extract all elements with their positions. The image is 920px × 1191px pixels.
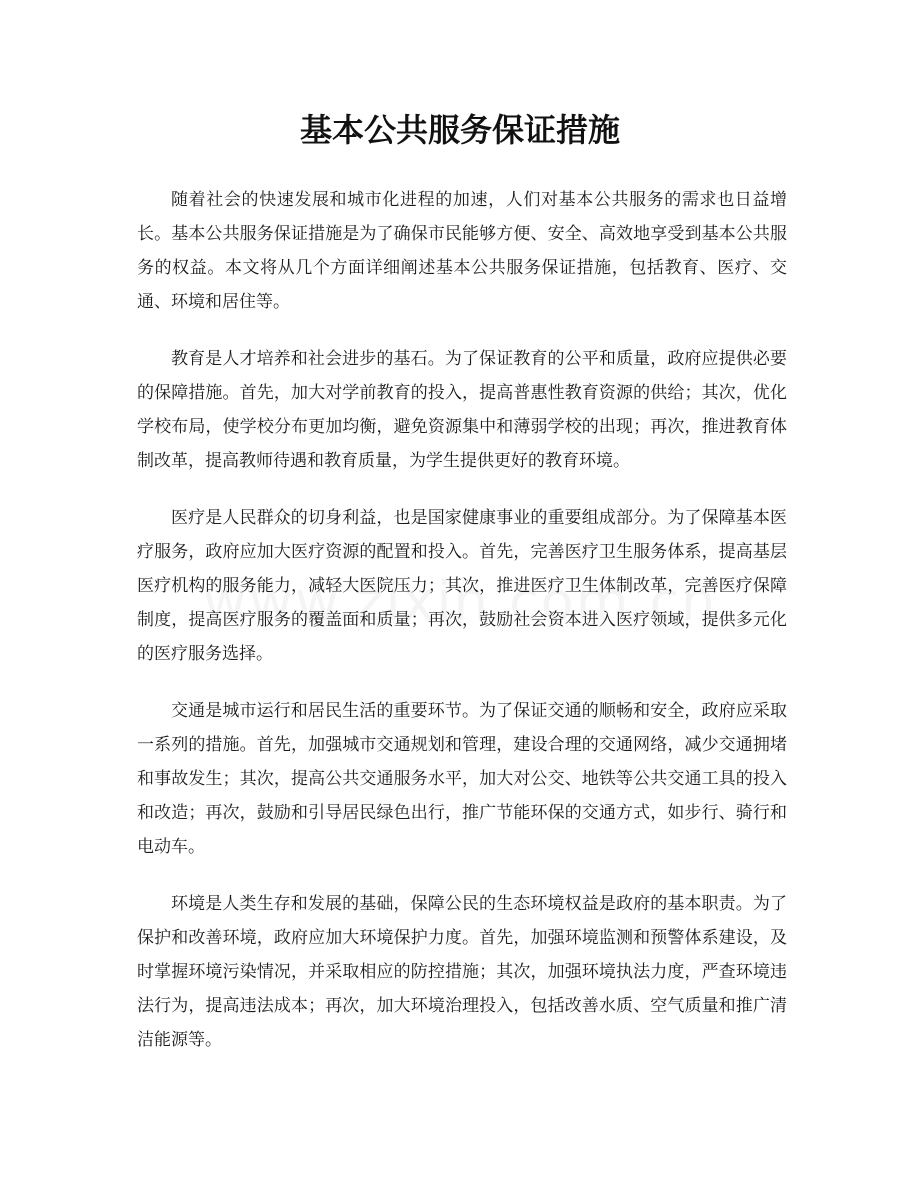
document-body	[137, 183, 787, 1080]
document-title: 基本公共服务保证措施	[299, 111, 620, 149]
paragraph-intro: 随着社会的快速发展和城市化进程的加速，人们对基本公共服务的需求也日益增长。基本公共服务保证措施是为了确保市民能够方便、安全、高效地享受到基本公共服务的权益。本文将从几个方面详细阐述基本公共服务保证措施，包括教育、医疗、交通、环境和居住等。	[137, 190, 787, 312]
paragraph-environment: 环境是人类生存和发展的基础，保障公民的生态环境权益是政府的基本职责。为了保护和改善环境，政府应加大环境保护力度。首先，加强环境监测和预警体系建设，及时掌握环境污染情况，并采取相应的防控措施；其次，加强环境执法力度，严查环境违法行为，提高违法成本；再次，加大环境治理投入，包括改善水质、空气质量和推广清洁能源等。	[137, 894, 787, 1050]
paragraph-medical: 医疗是人民群众的切身利益，也是国家健康事业的重要组成部分。为了保障基本医疗服务，政府应加大医疗资源的配置和投入。首先，完善医疗卫生服务体系，提高基层医疗机构的服务能力，减轻大医院压力；其次，推进医疗卫生体制改革，完善医疗保障制度，提高医疗服务的覆盖面和质量；再次，鼓励社会资本进入医疗领域，提供多元化的医疗服务选择。	[137, 508, 787, 664]
paragraph-transport: 交通是城市运行和居民生活的重要环节。为了保证交通的顺畅和安全，政府应采取一系列的措施。首先，加强城市交通规划和管理，建设合理的交通网络，减少交通拥堵和事故发生；其次，提高公共交通服务水平，加大对公交、地铁等公共交通工具的投入和改造；再次，鼓励和引导居民绿色出行，推广节能环保的交通方式，如步行、骑行和电动车。	[137, 701, 787, 857]
paragraph-education: 教育是人才培养和社会进步的基石。为了保证教育的公平和质量，政府应提供必要的保障措施。首先，加大对学前教育的投入，提高普惠性教育资源的供给；其次，优化学校布局，使学校分布更加均衡，避免资源集中和薄弱学校的出现；再次，推进教育体制改革，提高教师待遇和教育质量，为学生提供更好的教育环境。	[137, 349, 787, 471]
